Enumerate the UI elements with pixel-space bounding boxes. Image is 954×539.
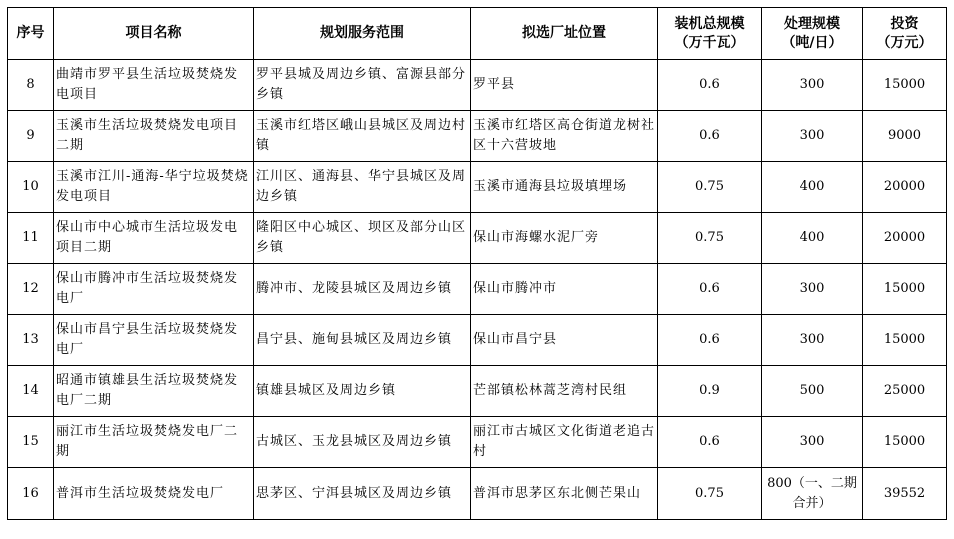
header-throughput-line2: （吨/日） xyxy=(781,34,843,51)
table-row xyxy=(8,111,947,162)
cell-throughput: 300 xyxy=(762,111,863,162)
cell-service-scope: 思茅区、宁洱县城区及周边乡镇 xyxy=(254,468,471,520)
cell-investment: 20000 xyxy=(863,213,947,264)
cell-throughput: 500 xyxy=(762,366,863,417)
header-invest xyxy=(863,8,947,60)
cell-service-scope: 昌宁县、施甸县城区及周边乡镇 xyxy=(254,315,471,366)
cell-investment: 15000 xyxy=(863,264,947,315)
cell-investment: 15000 xyxy=(863,60,947,111)
cell-service-scope: 罗平县城及周边乡镇、富源县部分乡镇 xyxy=(254,60,471,111)
cell-seq: 11 xyxy=(8,213,54,264)
cell-investment: 39552 xyxy=(863,468,947,520)
cell-site-location: 保山市昌宁县 xyxy=(471,315,658,366)
table-row xyxy=(8,315,947,366)
cell-site-location: 丽江市古城区文化街道老追古村 xyxy=(471,417,658,468)
cell-capacity: 0.75 xyxy=(658,162,762,213)
cell-service-scope: 玉溪市红塔区峨山县城区及周边村镇 xyxy=(254,111,471,162)
cell-site-location: 玉溪市通海县垃圾填埋场 xyxy=(471,162,658,213)
cell-throughput: 300 xyxy=(762,417,863,468)
cell-capacity: 0.6 xyxy=(658,315,762,366)
table-row xyxy=(8,213,947,264)
cell-throughput: 300 xyxy=(762,60,863,111)
table-body xyxy=(8,60,947,520)
table-row xyxy=(8,60,947,111)
cell-seq: 15 xyxy=(8,417,54,468)
cell-service-scope: 江川区、通海县、华宁县城区及周边乡镇 xyxy=(254,162,471,213)
cell-service-scope: 古城区、玉龙县城区及周边乡镇 xyxy=(254,417,471,468)
cell-project-name: 保山市腾冲市生活垃圾焚烧发电厂 xyxy=(54,264,254,315)
header-capacity xyxy=(658,8,762,60)
cell-project-name: 玉溪市生活垃圾焚烧发电项目二期 xyxy=(54,111,254,162)
cell-seq: 16 xyxy=(8,468,54,520)
cell-project-name: 丽江市生活垃圾焚烧发电厂二期 xyxy=(54,417,254,468)
header-row xyxy=(8,8,947,60)
cell-seq: 12 xyxy=(8,264,54,315)
header-capacity-line2: （万千瓦） xyxy=(674,34,745,51)
cell-investment: 20000 xyxy=(863,162,947,213)
cell-throughput: 300 xyxy=(762,315,863,366)
cell-investment: 25000 xyxy=(863,366,947,417)
header-seq: 序号 xyxy=(8,8,54,60)
cell-project-name: 保山市中心城市生活垃圾发电项目二期 xyxy=(54,213,254,264)
cell-investment: 15000 xyxy=(863,315,947,366)
cell-project-name: 保山市昌宁县生活垃圾焚烧发电厂 xyxy=(54,315,254,366)
cell-capacity: 0.6 xyxy=(658,60,762,111)
cell-seq: 8 xyxy=(8,60,54,111)
header-throughput-line1: 处理规模 xyxy=(784,15,840,32)
cell-throughput: 400 xyxy=(762,162,863,213)
header-name: 项目名称 xyxy=(54,8,254,60)
cell-throughput: 800（一、二期合并） xyxy=(762,468,863,520)
cell-investment: 9000 xyxy=(863,111,947,162)
cell-site-location: 玉溪市红塔区高仓街道龙树社区十六营坡地 xyxy=(471,111,658,162)
cell-seq: 13 xyxy=(8,315,54,366)
header-scope: 规划服务范围 xyxy=(254,8,471,60)
cell-site-location: 保山市腾冲市 xyxy=(471,264,658,315)
cell-investment: 15000 xyxy=(863,417,947,468)
cell-site-location: 保山市海螺水泥厂旁 xyxy=(471,213,658,264)
cell-service-scope: 隆阳区中心城区、坝区及部分山区乡镇 xyxy=(254,213,471,264)
table-row xyxy=(8,162,947,213)
cell-project-name: 昭通市镇雄县生活垃圾焚烧发电厂二期 xyxy=(54,366,254,417)
cell-seq: 10 xyxy=(8,162,54,213)
header-site: 拟选厂址位置 xyxy=(471,8,658,60)
table-row xyxy=(8,366,947,417)
header-invest-line1: 投资 xyxy=(890,15,919,32)
table-row xyxy=(8,417,947,468)
cell-site-location: 普洱市思茅区东北侧芒果山 xyxy=(471,468,658,520)
cell-capacity: 0.6 xyxy=(658,111,762,162)
cell-project-name: 普洱市生活垃圾焚烧发电厂 xyxy=(54,468,254,520)
cell-capacity: 0.6 xyxy=(658,264,762,315)
table-row xyxy=(8,468,947,520)
cell-throughput: 400 xyxy=(762,213,863,264)
cell-capacity: 0.9 xyxy=(658,366,762,417)
cell-seq: 9 xyxy=(8,111,54,162)
cell-capacity: 0.75 xyxy=(658,213,762,264)
cell-throughput: 300 xyxy=(762,264,863,315)
header-throughput xyxy=(762,8,863,60)
cell-seq: 14 xyxy=(8,366,54,417)
cell-capacity: 0.75 xyxy=(658,468,762,520)
cell-service-scope: 镇雄县城区及周边乡镇 xyxy=(254,366,471,417)
header-invest-line2: （万元） xyxy=(876,34,933,51)
project-table xyxy=(7,7,947,520)
cell-project-name: 玉溪市江川-通海-华宁垃圾焚烧发电项目 xyxy=(54,162,254,213)
table-row xyxy=(8,264,947,315)
cell-site-location: 罗平县 xyxy=(471,60,658,111)
cell-service-scope: 腾冲市、龙陵县城区及周边乡镇 xyxy=(254,264,471,315)
cell-capacity: 0.6 xyxy=(658,417,762,468)
header-capacity-line1: 装机总规模 xyxy=(674,15,745,32)
cell-project-name: 曲靖市罗平县生活垃圾焚烧发电项目 xyxy=(54,60,254,111)
cell-site-location: 芒部镇松林蒿芝湾村民组 xyxy=(471,366,658,417)
